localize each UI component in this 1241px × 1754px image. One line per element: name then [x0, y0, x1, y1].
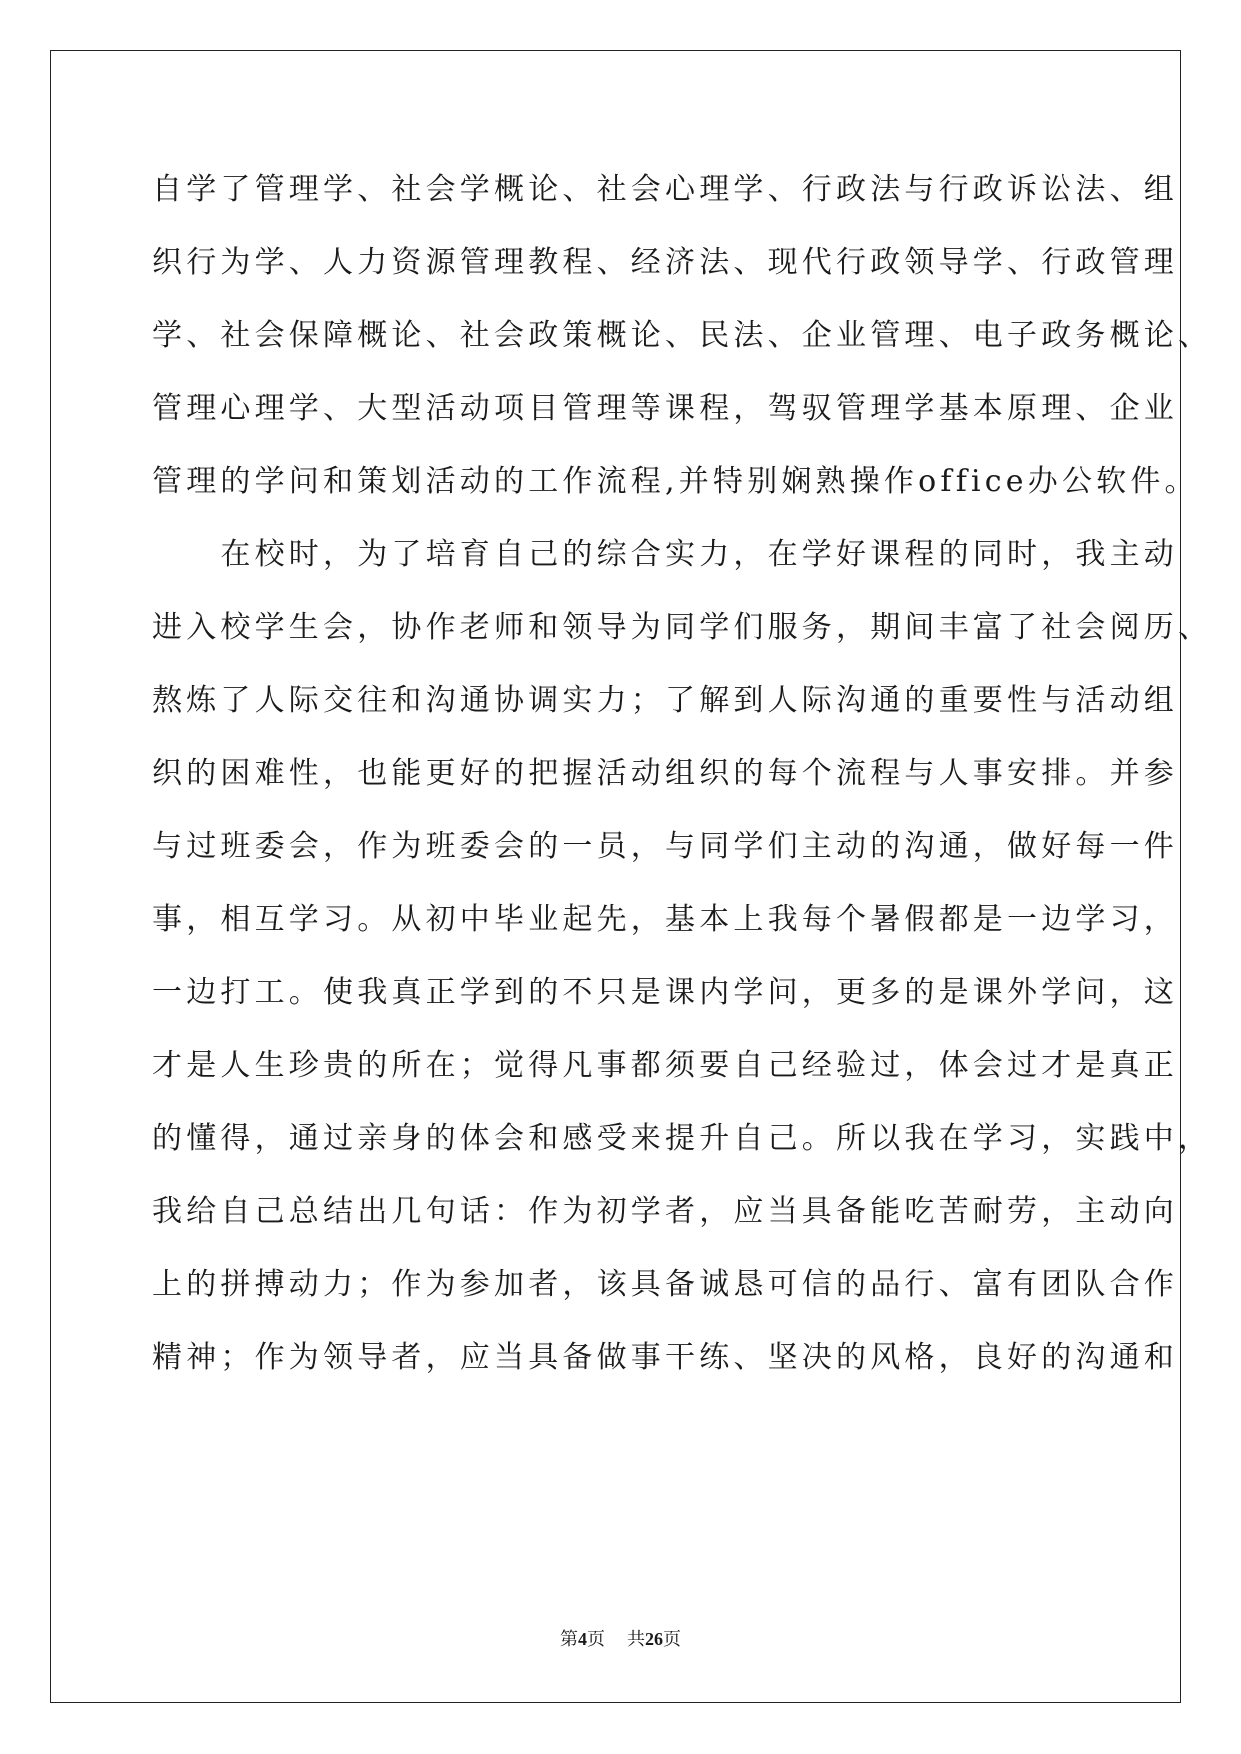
page-prefix: 第: [560, 1629, 578, 1649]
text-line: 熬炼了人际交往和沟通协调实力；了解到人际沟通的重要性与活动组: [152, 683, 1178, 718]
text-line: 与过班委会，作为班委会的一员，与同学们主动的沟通，做好每一件: [152, 829, 1178, 864]
text-line: 精神；作为领导者，应当具备做事干练、坚决的风格，良好的沟通和: [152, 1340, 1178, 1375]
text-line: 我给自己总结出几句话：作为初学者，应当具备能吃苦耐劳，主动向: [152, 1194, 1178, 1229]
page-number: 4: [578, 1629, 587, 1649]
page-suffix: 页: [587, 1629, 605, 1649]
page-footer: [0, 1628, 1241, 1650]
text-line: 管理心理学、大型活动项目管理等课程，驾驭管理学基本原理、企业: [152, 391, 1178, 426]
total-suffix: 页: [663, 1629, 681, 1649]
text-line: 事，相互学习。从初中毕业起先，基本上我每个暑假都是一边学习，: [152, 902, 1178, 937]
text-line: 上的拼搏动力；作为参加者，该具备诚恳可信的品行、富有团队合作: [152, 1267, 1178, 1302]
text-line: 的懂得，通过亲身的体会和感受来提升自己。所以我在学习，实践中，: [152, 1121, 1213, 1156]
text-line: 在校时，为了培育自己的综合实力，在学好课程的同时，我主动: [152, 537, 1178, 572]
total-prefix: 共: [627, 1629, 645, 1649]
text-line: 自学了管理学、社会学概论、社会心理学、行政法与行政诉讼法、组: [152, 172, 1178, 207]
text-line: 进入校学生会，协作老师和领导为同学们服务，期间丰富了社会阅历、: [152, 610, 1213, 645]
text-line: 织行为学、人力资源管理教程、经济法、现代行政领导学、行政管理: [152, 245, 1178, 280]
text-line: 才是人生珍贵的所在；觉得凡事都须要自己经验过，体会过才是真正: [152, 1048, 1178, 1083]
page-border: [50, 50, 1213, 1703]
text-line: 管理的学问和策划活动的工作流程,并特别娴熟操作office办公软件。: [152, 464, 1199, 499]
text-line: 一边打工。使我真正学到的不只是课内学问，更多的是课外学问，这: [152, 975, 1178, 1010]
total-pages: 26: [645, 1629, 663, 1649]
text-line: 学、社会保障概论、社会政策概论、民法、企业管理、电子政务概论、: [152, 318, 1213, 353]
text-line: 织的困难性，也能更好的把握活动组织的每个流程与人事安排。并参: [152, 756, 1178, 791]
